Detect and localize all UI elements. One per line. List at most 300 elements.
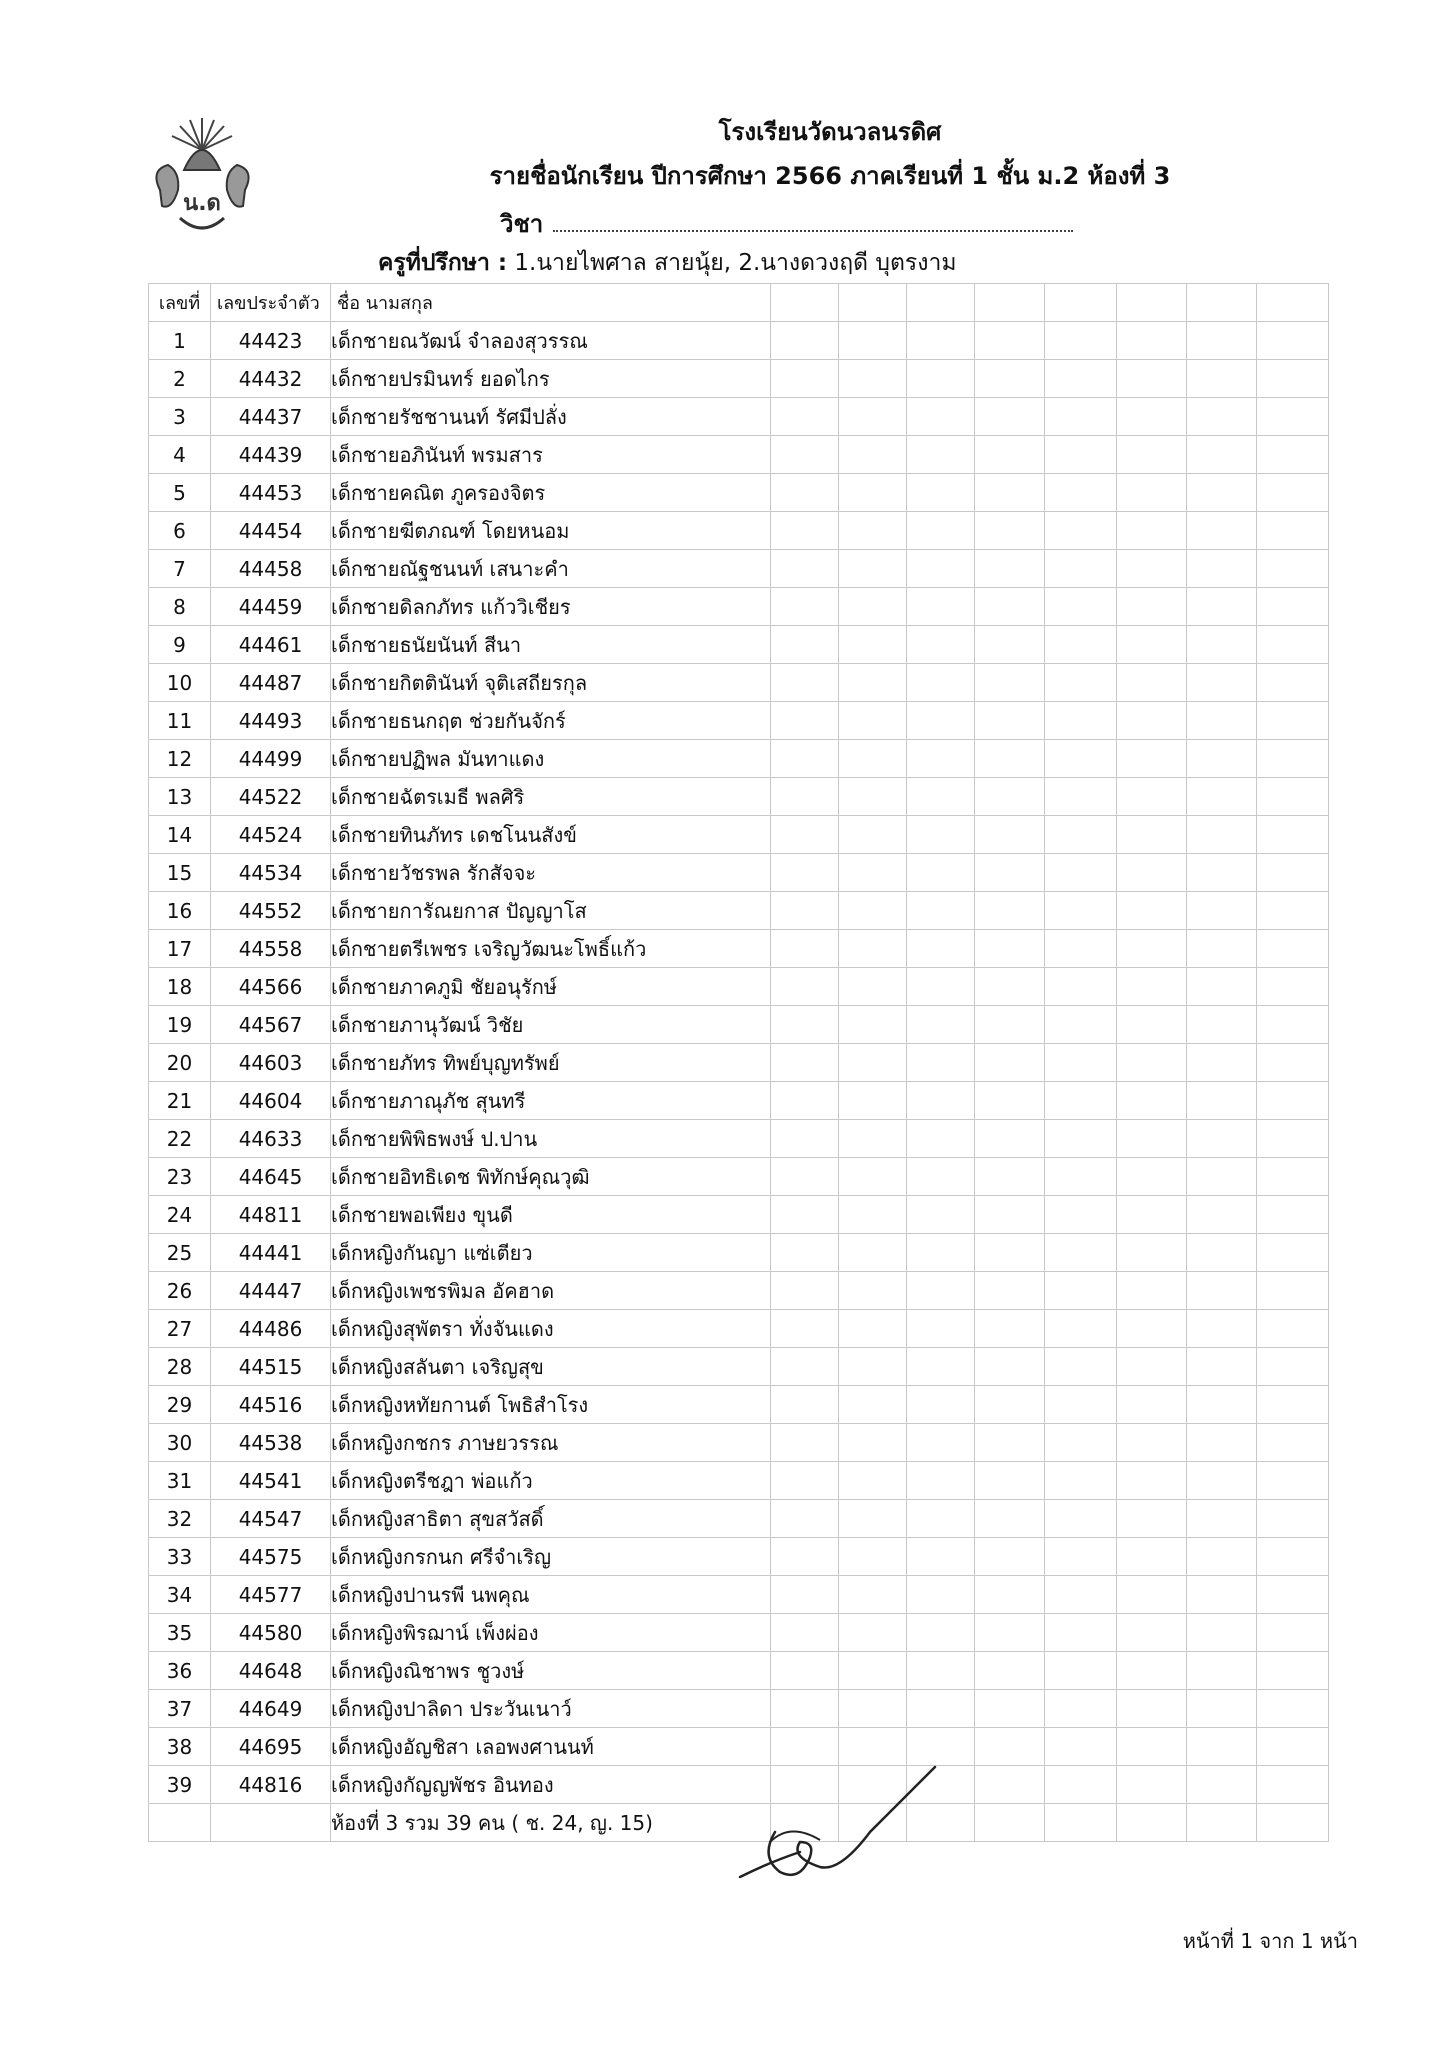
blank-cell [1045, 322, 1117, 360]
blank-col [839, 284, 907, 322]
blank-cell [975, 1804, 1045, 1842]
blank-cell [1257, 550, 1329, 588]
blank-cell [1187, 1538, 1257, 1576]
student-id: 44580 [211, 1614, 331, 1652]
student-name: เด็กชายอภินันท์ พรมสาร [331, 436, 771, 474]
student-name: เด็กชายทินภัทร เดชโนนสังข์ [331, 816, 771, 854]
table-row [149, 512, 1329, 550]
table-header-row [149, 284, 1329, 322]
blank-cell [975, 1652, 1045, 1690]
blank-cell [975, 740, 1045, 778]
blank-cell [839, 1576, 907, 1614]
blank-cell [771, 588, 839, 626]
row-number: 6 [149, 512, 211, 550]
student-name: เด็กหญิงอัญชิสา เลอพงศานนท์ [331, 1728, 771, 1766]
blank-cell [839, 436, 907, 474]
table-row [149, 778, 1329, 816]
blank-cell [771, 1462, 839, 1500]
table-row [149, 1044, 1329, 1082]
blank-cell [1187, 1386, 1257, 1424]
blank-cell [975, 1234, 1045, 1272]
blank-cell [1117, 1500, 1187, 1538]
table-row [149, 1310, 1329, 1348]
row-number: 35 [149, 1614, 211, 1652]
student-id: 44604 [211, 1082, 331, 1120]
row-number: 16 [149, 892, 211, 930]
student-name: เด็กหญิงกชกร ภาษยวรรณ [331, 1424, 771, 1462]
blank-cell [975, 1006, 1045, 1044]
blank-cell [839, 664, 907, 702]
student-name: เด็กชายธนัยนันท์ สีนา [331, 626, 771, 664]
blank-cell [1187, 930, 1257, 968]
student-name: เด็กชายดิลกภัทร แก้ววิเชียร [331, 588, 771, 626]
blank-cell [1117, 322, 1187, 360]
blank-cell [907, 892, 975, 930]
blank-cell [1117, 740, 1187, 778]
blank-cell [907, 1196, 975, 1234]
blank-cell [1257, 816, 1329, 854]
blank-cell [1045, 702, 1117, 740]
table-row [149, 1158, 1329, 1196]
row-number: 7 [149, 550, 211, 588]
student-id: 44487 [211, 664, 331, 702]
student-id: 44515 [211, 1348, 331, 1386]
blank-cell [1257, 1804, 1329, 1842]
blank-cell [1257, 1386, 1329, 1424]
blank-cell [907, 398, 975, 436]
blank-cell [1117, 626, 1187, 664]
blank-cell [839, 1690, 907, 1728]
blank-cell [1117, 1614, 1187, 1652]
blank-cell [1187, 968, 1257, 1006]
blank-cell [1045, 1120, 1117, 1158]
student-id: 44432 [211, 360, 331, 398]
blank-cell [771, 360, 839, 398]
blank-cell [1045, 1348, 1117, 1386]
blank-cell [975, 1310, 1045, 1348]
table-row [149, 1234, 1329, 1272]
blank-cell [1257, 740, 1329, 778]
blank-cell [1045, 854, 1117, 892]
student-id: 44541 [211, 1462, 331, 1500]
blank-cell [1257, 1462, 1329, 1500]
blank-cell [1187, 474, 1257, 512]
blank-cell [1045, 1158, 1117, 1196]
blank-cell [1187, 702, 1257, 740]
blank-cell [1045, 1652, 1117, 1690]
blank-cell [771, 1386, 839, 1424]
blank-cell [1117, 1538, 1187, 1576]
school-logo [150, 110, 255, 240]
blank-cell [1117, 1462, 1187, 1500]
blank-cell [907, 816, 975, 854]
row-number: 34 [149, 1576, 211, 1614]
table-row [149, 1462, 1329, 1500]
blank-cell [907, 1272, 975, 1310]
blank-cell [1257, 322, 1329, 360]
blank-cell [1257, 778, 1329, 816]
student-name: เด็กชายภานุวัฒน์ วิชัย [331, 1006, 771, 1044]
blank-cell [975, 1044, 1045, 1082]
blank-cell [839, 322, 907, 360]
blank-cell [1117, 816, 1187, 854]
blank-cell [975, 816, 1045, 854]
blank-cell [1117, 1424, 1187, 1462]
table-row [149, 550, 1329, 588]
advisor-label: ครูที่ปรึกษา : [378, 250, 508, 276]
row-number: 36 [149, 1652, 211, 1690]
blank-cell [1117, 512, 1187, 550]
blank-cell [975, 1424, 1045, 1462]
blank-cell [1117, 702, 1187, 740]
student-name: เด็กชายการัณยกาส ปัญญาโส [331, 892, 771, 930]
blank-cell [1187, 1462, 1257, 1500]
student-id: 44524 [211, 816, 331, 854]
blank-cell [1257, 968, 1329, 1006]
blank-cell [839, 398, 907, 436]
blank-cell [1117, 360, 1187, 398]
blank-cell [1257, 1158, 1329, 1196]
blank-cell [839, 854, 907, 892]
blank-cell [1045, 930, 1117, 968]
blank-cell [1257, 398, 1329, 436]
student-id: 44695 [211, 1728, 331, 1766]
blank-cell [839, 892, 907, 930]
blank-cell [1045, 360, 1117, 398]
blank-cell [839, 930, 907, 968]
blank-cell [1117, 588, 1187, 626]
blank-cell [1045, 474, 1117, 512]
student-name: เด็กชายปฏิพล มันทาแดง [331, 740, 771, 778]
blank-cell [1117, 1386, 1187, 1424]
student-id: 44522 [211, 778, 331, 816]
blank-cell [1117, 1690, 1187, 1728]
blank-cell [1257, 930, 1329, 968]
blank-cell [771, 854, 839, 892]
blank-cell [975, 322, 1045, 360]
blank-cell [771, 816, 839, 854]
subject-label: วิชา [500, 210, 544, 238]
row-number: 29 [149, 1386, 211, 1424]
student-id: 44575 [211, 1538, 331, 1576]
student-id: 44499 [211, 740, 331, 778]
blank-cell [1117, 968, 1187, 1006]
subject-dotted-line [553, 210, 1073, 232]
row-number: 32 [149, 1500, 211, 1538]
row-number: 20 [149, 1044, 211, 1082]
row-number: 1 [149, 322, 211, 360]
blank-cell [1117, 1006, 1187, 1044]
blank-cell [1045, 1690, 1117, 1728]
student-name: เด็กหญิงตรีชฎา พ่อแก้ว [331, 1462, 771, 1500]
row-number: 5 [149, 474, 211, 512]
blank-cell [839, 702, 907, 740]
blank-cell [1187, 1766, 1257, 1804]
blank-cell [907, 322, 975, 360]
blank-cell [1117, 436, 1187, 474]
blank-cell [839, 474, 907, 512]
row-number: 2 [149, 360, 211, 398]
blank-col [975, 284, 1045, 322]
blank-cell [1187, 1614, 1257, 1652]
blank-cell [839, 968, 907, 1006]
blank-cell [1117, 1158, 1187, 1196]
student-name: เด็กชายพอเพียง ขุนดี [331, 1196, 771, 1234]
row-number: 39 [149, 1766, 211, 1804]
table-row [149, 322, 1329, 360]
blank-cell [1045, 1272, 1117, 1310]
blank-cell [1187, 1690, 1257, 1728]
blank-cell [1187, 322, 1257, 360]
student-name: เด็กชายฉัตรเมธี พลศิริ [331, 778, 771, 816]
blank-cell [1117, 1576, 1187, 1614]
blank-cell [1117, 892, 1187, 930]
blank-cell [1045, 1614, 1117, 1652]
student-id: 44459 [211, 588, 331, 626]
blank-cell [839, 1120, 907, 1158]
blank-cell [1045, 1424, 1117, 1462]
blank-cell [1257, 1310, 1329, 1348]
student-name: เด็กหญิงปาลิดา ประวันเนาว์ [331, 1690, 771, 1728]
blank-cell [907, 550, 975, 588]
blank-cell [1187, 1272, 1257, 1310]
blank-cell [975, 436, 1045, 474]
row-number: 13 [149, 778, 211, 816]
blank-cell [1045, 1462, 1117, 1500]
student-name: เด็กชายธนกฤต ช่วยกันจักร์ [331, 702, 771, 740]
table-row [149, 588, 1329, 626]
blank-cell [975, 512, 1045, 550]
blank-cell [771, 778, 839, 816]
blank-cell [907, 1006, 975, 1044]
student-id: 44493 [211, 702, 331, 740]
table-row [149, 1082, 1329, 1120]
student-name: เด็กหญิงหทัยกานต์ โพธิสำโรง [331, 1386, 771, 1424]
blank-cell [975, 1348, 1045, 1386]
row-number: 14 [149, 816, 211, 854]
blank-cell [1187, 740, 1257, 778]
blank-cell [907, 854, 975, 892]
blank-cell [1045, 1196, 1117, 1234]
blank-cell [1187, 1500, 1257, 1538]
blank-cell [771, 1234, 839, 1272]
blank-cell [771, 1614, 839, 1652]
row-number: 18 [149, 968, 211, 1006]
blank-cell [975, 1462, 1045, 1500]
blank-cell [907, 930, 975, 968]
student-name: เด็กชายตรีเพชร เจริญวัฒนะโพธิ์แก้ว [331, 930, 771, 968]
student-id: 44558 [211, 930, 331, 968]
blank-cell [839, 1614, 907, 1652]
blank-cell [1045, 816, 1117, 854]
table-row [149, 702, 1329, 740]
table-row [149, 664, 1329, 702]
blank-cell [771, 968, 839, 1006]
page-number: หน้าที่ 1 จาก 1 หน้า [1182, 1929, 1358, 1953]
blank-cell [1045, 1500, 1117, 1538]
student-id: 44453 [211, 474, 331, 512]
blank-cell [907, 778, 975, 816]
blank-cell [1045, 1082, 1117, 1120]
student-name: เด็กหญิงกัญญพัชร อินทอง [331, 1766, 771, 1804]
table-row [149, 1690, 1329, 1728]
blank-cell [771, 512, 839, 550]
blank-cell [771, 1348, 839, 1386]
blank-cell [839, 1538, 907, 1576]
student-name: เด็กชายพิพิธพงษ์ ป.ปาน [331, 1120, 771, 1158]
blank-cell [771, 1310, 839, 1348]
blank-cell [1045, 1576, 1117, 1614]
header-id: เลขประจำตัว [211, 284, 331, 322]
blank-cell [1187, 1082, 1257, 1120]
student-name: เด็กชายณัฐชนนท์ เสนาะคำ [331, 550, 771, 588]
blank-cell [907, 436, 975, 474]
blank-cell [1117, 664, 1187, 702]
blank-cell [1117, 1272, 1187, 1310]
blank-cell [907, 664, 975, 702]
header-no: เลขที่ [149, 284, 211, 322]
blank-cell [771, 702, 839, 740]
blank-cell [1117, 1310, 1187, 1348]
blank-cell [1187, 1234, 1257, 1272]
blank-cell [771, 1652, 839, 1690]
blank-cell [771, 930, 839, 968]
student-id: 44811 [211, 1196, 331, 1234]
blank-cell [1045, 512, 1117, 550]
blank-cell [1045, 436, 1117, 474]
blank-cell [1187, 1196, 1257, 1234]
blank-cell [1257, 474, 1329, 512]
blank-col [771, 284, 839, 322]
blank-cell [1257, 1424, 1329, 1462]
blank-cell [1187, 1006, 1257, 1044]
row-number: 22 [149, 1120, 211, 1158]
subject-field [500, 204, 1073, 243]
table-row [149, 854, 1329, 892]
student-name: เด็กหญิงสาธิตา สุขสวัสดิ์ [331, 1500, 771, 1538]
blank-cell [1187, 1804, 1257, 1842]
blank-cell [839, 360, 907, 398]
blank-cell [975, 854, 1045, 892]
table-row [149, 930, 1329, 968]
blank-cell [1117, 854, 1187, 892]
table-row [149, 1120, 1329, 1158]
blank-cell [771, 398, 839, 436]
blank-cell [975, 892, 1045, 930]
row-number: 27 [149, 1310, 211, 1348]
blank-cell [771, 1728, 839, 1766]
blank-cell [1187, 1158, 1257, 1196]
student-name: เด็กชายวัชรพล รักสัจจะ [331, 854, 771, 892]
blank-cell [839, 1044, 907, 1082]
blank-cell [1187, 1120, 1257, 1158]
blank-cell [975, 1158, 1045, 1196]
blank-cell [771, 1690, 839, 1728]
table-row [149, 1538, 1329, 1576]
student-name: เด็กหญิงณิชาพร ชูวงษ์ [331, 1652, 771, 1690]
blank-cell [771, 474, 839, 512]
blank-cell [975, 1728, 1045, 1766]
blank-cell [907, 1500, 975, 1538]
blank-cell [1045, 1538, 1117, 1576]
blank-cell [1117, 550, 1187, 588]
blank-cell [1257, 1614, 1329, 1652]
advisor-line [378, 245, 957, 281]
student-name: เด็กชายภาคภูมิ ชัยอนุรักษ์ [331, 968, 771, 1006]
blank-cell [1117, 1728, 1187, 1766]
blank-cell [975, 1538, 1045, 1576]
blank-cell [907, 1044, 975, 1082]
blank-cell [975, 930, 1045, 968]
row-number: 15 [149, 854, 211, 892]
blank-cell [149, 1804, 211, 1842]
blank-cell [907, 1310, 975, 1348]
blank-cell [1117, 1652, 1187, 1690]
blank-cell [1257, 1500, 1329, 1538]
table-row [149, 1728, 1329, 1766]
blank-cell [975, 1386, 1045, 1424]
table-row [149, 1576, 1329, 1614]
student-name: เด็กหญิงปานรพี นพคุณ [331, 1576, 771, 1614]
student-name: เด็กหญิงเพชรพิมล อัคฮาด [331, 1272, 771, 1310]
student-id: 44603 [211, 1044, 331, 1082]
student-id: 44437 [211, 398, 331, 436]
row-number: 11 [149, 702, 211, 740]
blank-cell [1257, 588, 1329, 626]
blank-cell [771, 550, 839, 588]
blank-cell [1257, 1766, 1329, 1804]
blank-cell [1257, 1006, 1329, 1044]
blank-cell [839, 1272, 907, 1310]
blank-cell [975, 1614, 1045, 1652]
blank-cell [1257, 892, 1329, 930]
blank-cell [1045, 664, 1117, 702]
student-id: 44454 [211, 512, 331, 550]
blank-cell [907, 1158, 975, 1196]
row-number: 23 [149, 1158, 211, 1196]
blank-cell [1257, 436, 1329, 474]
blank-cell [839, 740, 907, 778]
blank-cell [1117, 1196, 1187, 1234]
blank-cell [1045, 1766, 1117, 1804]
student-name: เด็กชายปรมินทร์ ยอดไกร [331, 360, 771, 398]
blank-cell [839, 1082, 907, 1120]
table-row [149, 1006, 1329, 1044]
blank-cell [975, 1272, 1045, 1310]
logo-text: น.ด [183, 191, 221, 216]
blank-cell [1045, 1386, 1117, 1424]
student-id: 44645 [211, 1158, 331, 1196]
blank-cell [975, 702, 1045, 740]
blank-cell [771, 1158, 839, 1196]
student-name: เด็กชายณวัฒน์ จำลองสุวรรณ [331, 322, 771, 360]
blank-cell [907, 1614, 975, 1652]
blank-cell [907, 512, 975, 550]
blank-cell [1045, 626, 1117, 664]
student-id: 44566 [211, 968, 331, 1006]
table-row [149, 1424, 1329, 1462]
blank-cell [907, 1120, 975, 1158]
blank-cell [771, 436, 839, 474]
table-row [149, 398, 1329, 436]
blank-cell [907, 588, 975, 626]
blank-cell [1117, 1120, 1187, 1158]
blank-cell [1117, 1044, 1187, 1082]
blank-cell [1257, 664, 1329, 702]
blank-cell [907, 474, 975, 512]
blank-cell [771, 1424, 839, 1462]
blank-cell [1045, 1310, 1117, 1348]
